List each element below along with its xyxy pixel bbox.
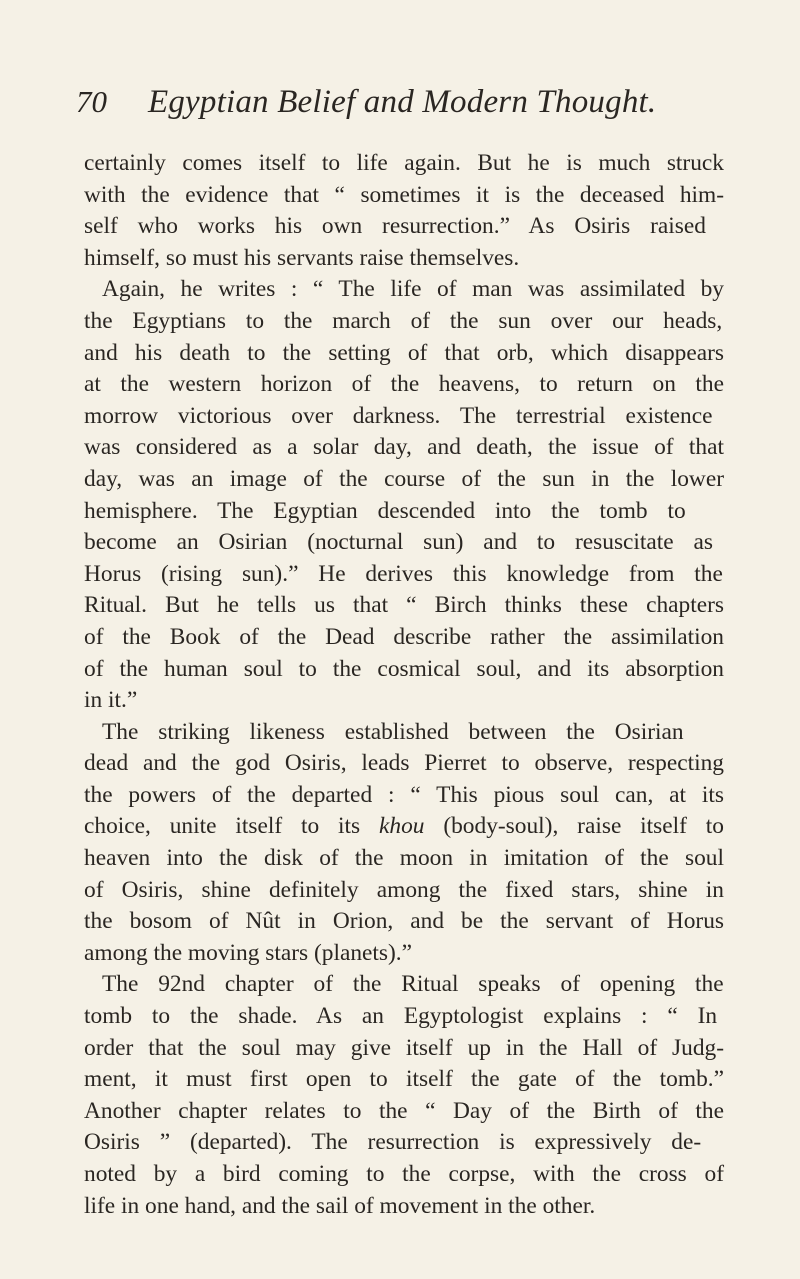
running-title: Egyptian Belief and Modern Thought. — [148, 84, 657, 120]
text-line — [84, 875, 796, 907]
text-line — [84, 211, 796, 243]
text-line — [84, 938, 796, 970]
text-line — [84, 306, 796, 338]
text-line — [84, 338, 796, 370]
text-segment: choice, unite itself to its — [84, 813, 379, 840]
text-line — [84, 274, 796, 306]
text-segment: among the moving stars (planets).” — [84, 939, 413, 966]
text-segment: Ritual. But he tells us that “ Birch thinks these chapters — [84, 592, 724, 619]
text-line — [84, 1001, 796, 1033]
text-segment: at the western horizon of the heavens, to return on the — [84, 371, 724, 398]
text-line — [84, 243, 796, 275]
text-segment: of the human soul to the cosmical soul, and its absorption — [84, 655, 724, 682]
text-line — [84, 559, 796, 591]
text-segment: hemisphere. The Egyptian descended into the tomb to — [84, 497, 686, 524]
text-segment: in it.” — [84, 687, 138, 714]
text-line — [84, 1033, 796, 1065]
text-line — [84, 464, 796, 496]
text-segment: the Egyptians to the march of the sun over our heads, — [84, 307, 723, 334]
text-line — [84, 1127, 796, 1159]
text-line — [84, 1096, 796, 1128]
page-number: 70 — [76, 84, 107, 119]
text-segment: day, was an image of the course of the sun in the lower — [84, 465, 724, 492]
text-segment: order that the soul may give itself up in the Hall of Judg- — [84, 1034, 724, 1061]
text-line — [84, 1159, 796, 1191]
text-segment: self who works his own resurrection.” As Osiris raised — [84, 213, 706, 240]
text-segment: and his death to the setting of that orb, which disappears — [84, 339, 724, 366]
text-segment: The striking likeness established between the Osirian — [102, 718, 684, 745]
text-segment: certainly comes itself to life again. But he is much struck — [84, 150, 724, 176]
text-line — [84, 748, 796, 780]
text-segment: morrow victorious over darkness. The terrestrial existence — [84, 402, 713, 429]
text-segment: Another chapter relates to the “ Day of the Birth of the — [84, 1097, 724, 1124]
text-segment: the bosom of Nût in Orion, and be the servant of Horus — [84, 908, 724, 935]
text-segment: The 92nd chapter of the Ritual speaks of opening the — [102, 971, 724, 998]
text-segment: life in one hand, and the sail of movement in the other. — [84, 1192, 596, 1219]
text-segment: Horus (rising sun).” He derives this knowledge from the — [84, 560, 723, 587]
text-line — [84, 622, 796, 654]
text-line — [84, 717, 796, 749]
body-text — [84, 148, 796, 1222]
text-line — [84, 780, 796, 812]
running-head — [76, 82, 736, 130]
text-line — [84, 654, 796, 686]
text-line — [84, 432, 796, 464]
text-segment: dead and the god Osiris, leads Pierret to observe, respecting — [84, 750, 724, 777]
text-line — [84, 496, 796, 528]
text-segment: become an Osirian (nocturnal sun) and to resuscitate as — [84, 529, 714, 556]
text-line — [84, 180, 796, 212]
text-segment: tomb to the shade. As an Egyptologist explains : “ In — [84, 1003, 718, 1030]
text-line — [84, 369, 796, 401]
italic-word: khou — [379, 813, 425, 840]
text-segment: of the Book of the Dead describe rather the assimilation — [84, 623, 724, 650]
text-segment: himself, so must his servants raise themselves. — [84, 244, 520, 271]
text-line — [84, 401, 796, 433]
text-segment: noted by a bird coming to the corpse, with the cross of — [84, 1161, 724, 1187]
text-line — [84, 527, 796, 559]
text-line — [84, 685, 796, 717]
text-segment: was considered as a solar day, and death, the issue of that — [84, 434, 724, 461]
text-segment: ment, it must first open to itself the gate of the tomb.” — [84, 1066, 724, 1093]
text-line — [84, 1191, 796, 1223]
text-segment: of Osiris, shine definitely among the fixed stars, shine in — [84, 876, 724, 903]
text-segment: Again, he writes : “ The life of man was assimilated by — [102, 276, 724, 303]
text-segment: with the evidence that “ sometimes it is the deceased him- — [84, 181, 724, 208]
text-line — [84, 148, 796, 180]
text-segment: the powers of the departed : “ This pious soul can, at its — [84, 781, 724, 808]
text-segment: (body-soul), raise itself to — [424, 813, 724, 840]
text-line — [84, 906, 796, 938]
text-segment: heaven into the disk of the moon in imitation of the soul — [84, 845, 724, 872]
text-line — [84, 843, 796, 875]
text-line — [84, 1064, 796, 1096]
text-line — [84, 969, 796, 1001]
text-line — [84, 811, 796, 843]
text-segment: Osiris ” (departed). The resurrection is expressively de- — [84, 1129, 702, 1156]
text-line — [84, 590, 796, 622]
